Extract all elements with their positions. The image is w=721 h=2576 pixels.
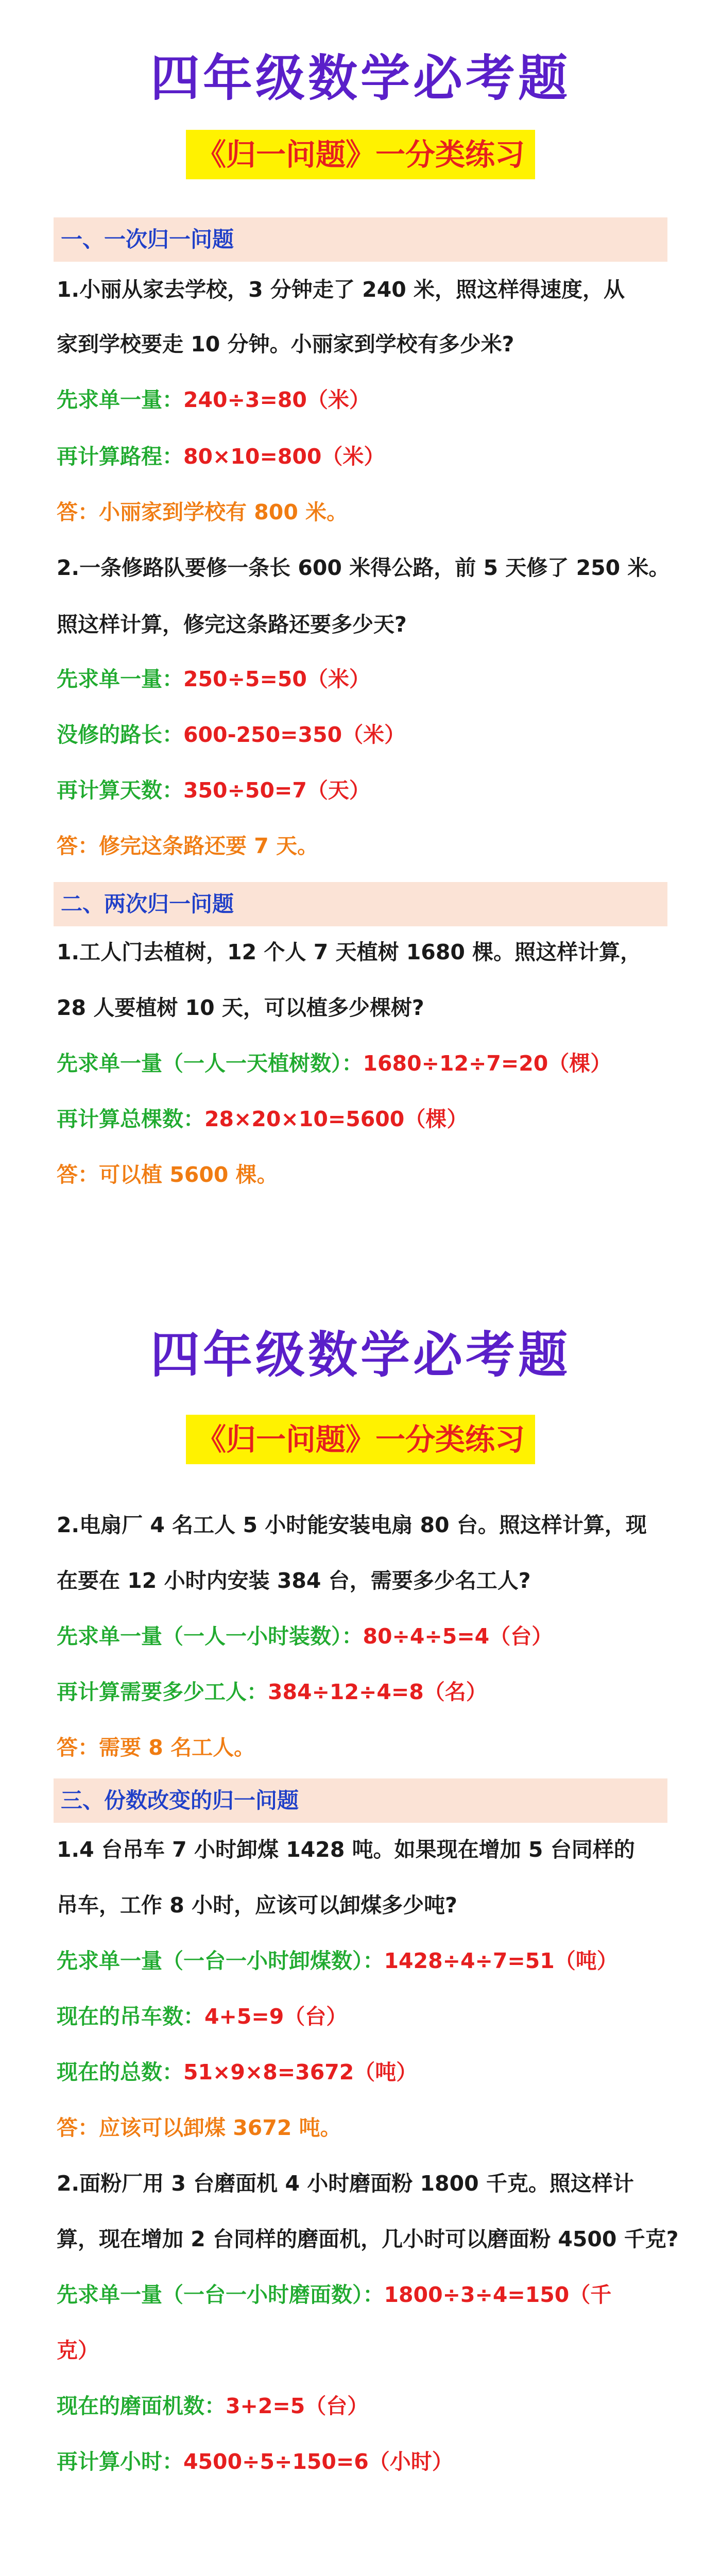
page-title: 四年级数学必考题: [150, 1326, 571, 1384]
step-expression: 1680÷12÷7=20（棵）: [363, 1051, 612, 1076]
problem-text: 1.4 台吊车 7 小时卸煤 1428 吨。如果现在增加 5 台同样的: [57, 1837, 635, 1862]
solution-step: [57, 776, 675, 805]
section-header-one-step: 一、一次归一问题: [54, 217, 667, 262]
solution-step: [57, 2447, 675, 2476]
problem-text: 家到学校要走 10 分钟。小丽家到学校有多少米?: [57, 332, 514, 357]
problem-text: 在要在 12 小时内安装 384 台，需要多少名工人?: [57, 1568, 531, 1593]
step-label: 先求单一量：: [57, 667, 183, 691]
page-title: 四年级数学必考题: [150, 49, 571, 107]
page-subtitle: 《归一问题》一分类练习: [186, 130, 535, 179]
section-header-two-step: 二、两次归一问题: [54, 882, 667, 926]
subtitle-wrap: [0, 1415, 721, 1464]
step-label: 没修的路长：: [57, 722, 183, 747]
problem-text: 吊车，工作 8 小时，应该可以卸煤多少吨?: [57, 1893, 457, 1918]
section-header-changing-parts: 三、份数改变的归一问题: [54, 1778, 667, 1823]
step-expression: 350÷50=7（天）: [183, 778, 370, 803]
solution-step: [57, 665, 675, 693]
step-expression: 80×10=800（米）: [183, 444, 385, 469]
answer-text: 答：小丽家到学校有 800 米。: [57, 500, 348, 524]
step-expression-continued: 克）: [57, 2338, 99, 2363]
step-label: 再计算路程：: [57, 444, 183, 469]
step-label: 现在的吊车数：: [57, 2004, 204, 2029]
step-label: 现在的磨面机数：: [57, 2394, 226, 2418]
step-expression: 51×9×8=3672（吨）: [183, 2060, 418, 2084]
step-label: 先求单一量（一人一小时装数）：: [57, 1624, 363, 1649]
step-label: 先求单一量（一人一天植树数）：: [57, 1051, 363, 1076]
problem-text: 照这样计算，修完这条路还要多少天?: [57, 612, 407, 637]
problem-text: 1.工人门去植树，12 个人 7 天植树 1680 棵。照这样计算，: [57, 940, 642, 964]
solution-step: [57, 1677, 675, 1706]
step-expression: 80÷4÷5=4（台）: [363, 1624, 553, 1649]
solution-step: [57, 1049, 675, 1078]
step-expression: 4+5=9（台）: [204, 2004, 348, 2029]
step-expression: 1428÷4÷7=51（吨）: [384, 1948, 618, 1973]
answer-text: 答：修完这条路还要 7 天。: [57, 834, 319, 858]
answer-text: 答：应该可以卸煤 3672 吨。: [57, 2115, 341, 2140]
problem-text: 2.电扇厂 4 名工人 5 小时能安装电扇 80 台。照这样计算，现: [57, 1513, 647, 1537]
step-label: 再计算天数：: [57, 778, 183, 803]
step-expression: 384÷12÷4=8（名）: [268, 1680, 487, 1704]
step-label: 先求单一量（一台一小时磨面数）：: [57, 2282, 384, 2307]
solution-step: [57, 720, 675, 749]
solution-step: [57, 385, 675, 414]
problem-text: 28 人要植树 10 天，可以植多少棵树?: [57, 995, 424, 1020]
answer-text: 答：需要 8 名工人。: [57, 1735, 255, 1760]
step-expression: 600-250=350（米）: [183, 722, 406, 747]
step-label: 现在的总数：: [57, 2060, 183, 2084]
page-subtitle: 《归一问题》一分类练习: [186, 1415, 535, 1464]
step-label: 再计算小时：: [57, 2449, 183, 2474]
step-expression: 28×20×10=5600（棵）: [204, 1107, 468, 1131]
step-label: 再计算总棵数：: [57, 1107, 204, 1131]
step-expression: 1800÷3÷4=150（千: [384, 2282, 612, 2307]
solution-step: [57, 442, 675, 471]
solution-step: [57, 2392, 675, 2420]
problem-text: 2.面粉厂用 3 台磨面机 4 小时磨面粉 1800 千克。照这样计: [57, 2171, 634, 2196]
solution-step: [57, 1105, 675, 1133]
answer-text: 答：可以植 5600 棵。: [57, 1162, 278, 1187]
solution-step: [57, 1946, 675, 1975]
solution-step: [57, 1622, 675, 1651]
problem-text: 1.小丽从家去学校，3 分钟走了 240 米，照这样得速度，从: [57, 277, 625, 302]
step-expression: 250÷5=50（米）: [183, 667, 370, 691]
step-expression: 240÷3=80（米）: [183, 387, 370, 412]
problem-text: 算，现在增加 2 台同样的磨面机，几小时可以磨面粉 4500 千克?: [57, 2227, 679, 2251]
step-label: 再计算需要多少工人：: [57, 1680, 268, 1704]
solution-step: [57, 2280, 675, 2309]
step-expression: 4500÷5÷150=6（小时）: [183, 2449, 453, 2474]
solution-step: [57, 2002, 675, 2031]
step-label: 先求单一量（一台一小时卸煤数）：: [57, 1948, 384, 1973]
solution-step: [57, 2058, 675, 2087]
subtitle-wrap: [0, 130, 721, 179]
step-expression: 3+2=5（台）: [226, 2394, 369, 2418]
step-label: 先求单一量：: [57, 387, 183, 412]
problem-text: 2.一条修路队要修一条长 600 米得公路，前 5 天修了 250 米。: [57, 555, 670, 580]
